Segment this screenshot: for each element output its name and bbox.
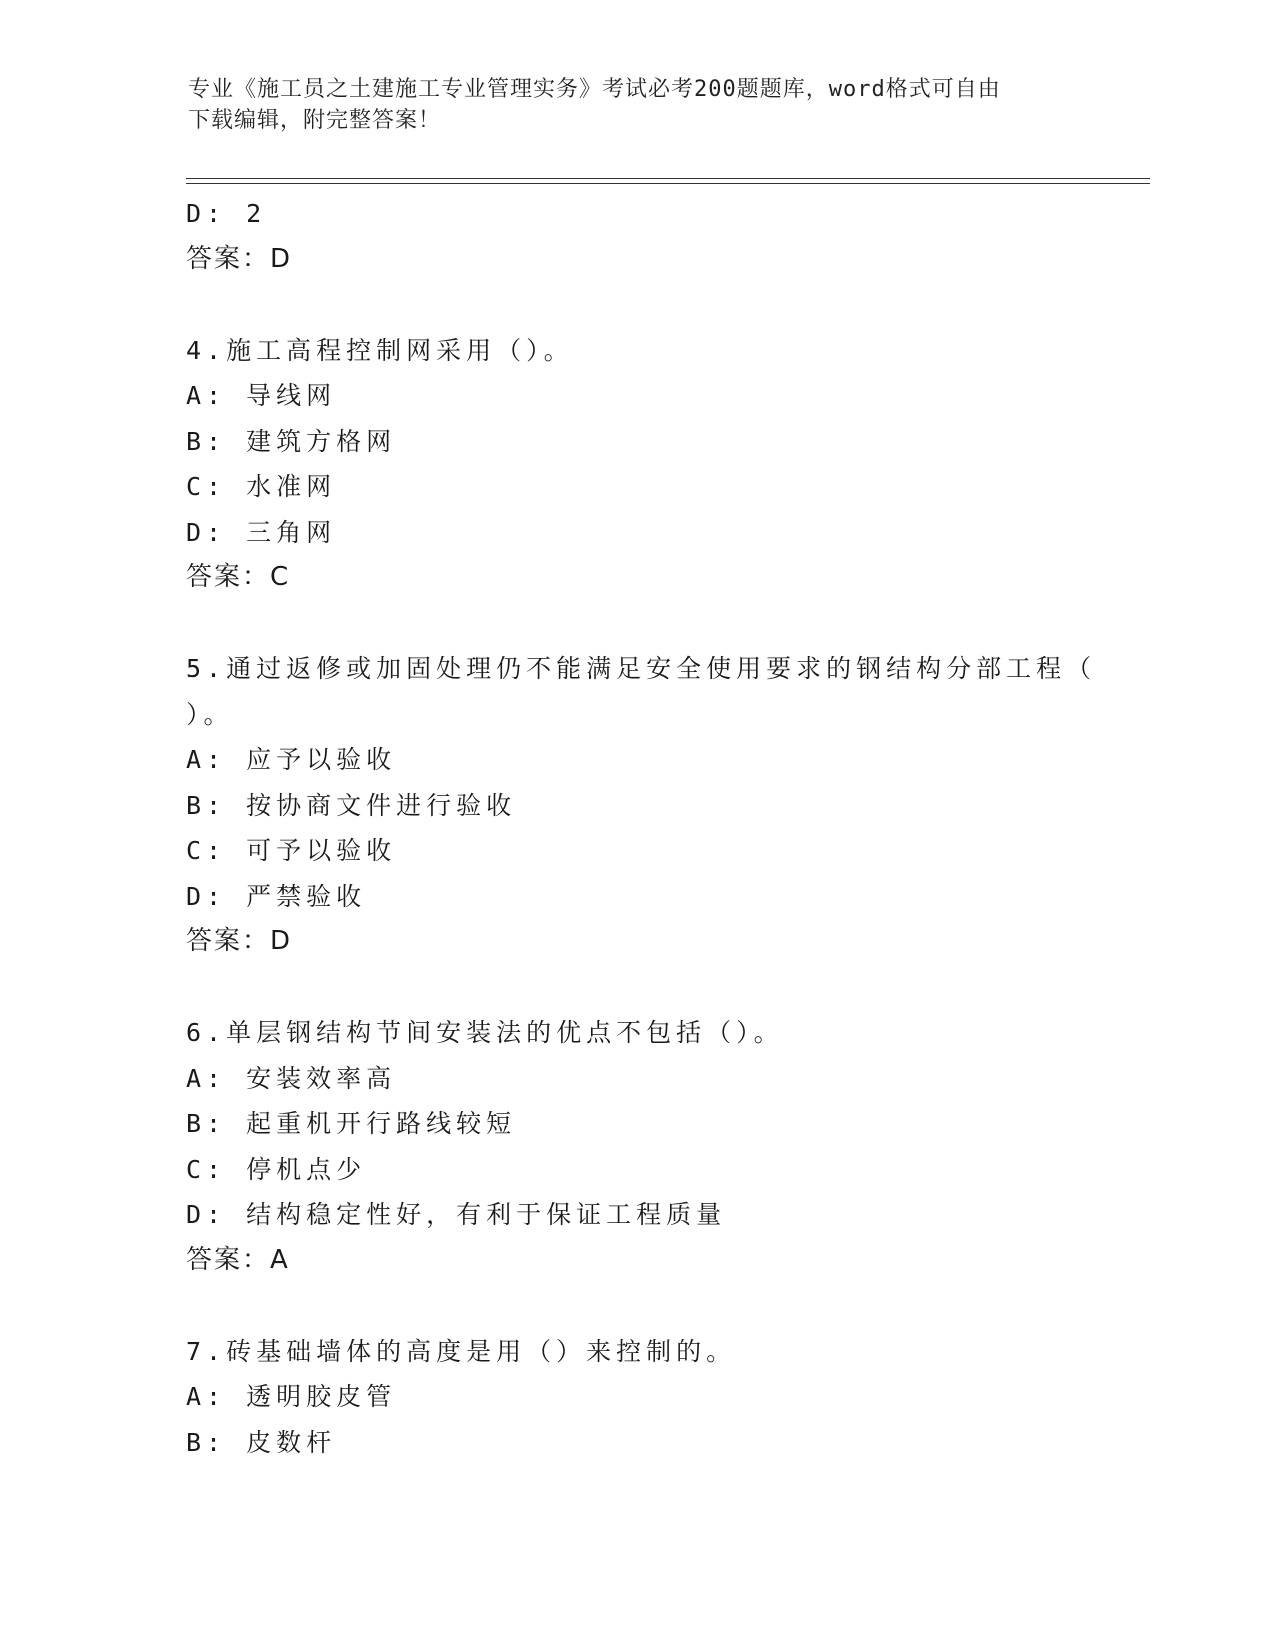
q5-answer: 答案：D <box>186 926 293 956</box>
header-rule-top <box>186 178 1150 179</box>
q4-option-d: D: 三角网 <box>186 517 337 547</box>
question-list <box>186 191 1097 1465</box>
q7-stem: 7.砖基础墙体的高度是用（）来控制的。 <box>186 1336 737 1366</box>
header-line-1: 专业《施工员之土建施工专业管理实务》考试必考200题题库，word格式可自由 <box>188 77 1001 102</box>
q4-answer: 答案：C <box>186 562 291 592</box>
q5-stem-line-2: ）。 <box>186 699 234 729</box>
prev-option-d: D: 2 <box>186 199 267 228</box>
q5-stem-line-1: 5.通过返修或加固处理仍不能满足安全使用要求的钢结构分部工程（ <box>186 654 1097 683</box>
q5-option-b: B: 按协商文件进行验收 <box>186 790 517 820</box>
q5-option-a: A: 应予以验收 <box>186 745 397 774</box>
document-header <box>188 74 1068 136</box>
header-rule-bottom <box>186 183 1150 184</box>
q4-option-a: A: 导线网 <box>186 381 337 410</box>
q4-option-c: C: 水准网 <box>186 472 337 501</box>
q6-answer: 答案：A <box>186 1244 290 1275</box>
spacer <box>186 282 1086 328</box>
spacer <box>186 1283 1086 1329</box>
q6-stem: 6.单层钢结构节间安装法的优点不包括（）。 <box>186 1018 784 1047</box>
q6-option-a: A: 安装效率高 <box>186 1063 397 1093</box>
spacer <box>186 601 1086 647</box>
q5-option-c: C: 可予以验收 <box>186 836 397 865</box>
q4-stem: 4.施工高程控制网采用（）。 <box>186 335 574 365</box>
q4-option-b: B: 建筑方格网 <box>186 426 397 456</box>
spacer <box>186 965 1086 1011</box>
q5-option-d: D: 严禁验收 <box>186 881 367 911</box>
q7-option-b: B: 皮数杆 <box>186 1427 337 1457</box>
q6-option-c: C: 停机点少 <box>186 1154 367 1184</box>
header-line-2: 下载编辑，附完整答案！ <box>188 108 442 133</box>
q6-option-b: B: 起重机开行路线较短 <box>186 1109 517 1138</box>
q6-option-d: D: 结构稳定性好，有利于保证工程质量 <box>186 1200 727 1229</box>
q7-option-a: A: 透明胶皮管 <box>186 1382 397 1411</box>
prev-answer: 答案：D <box>186 243 293 274</box>
